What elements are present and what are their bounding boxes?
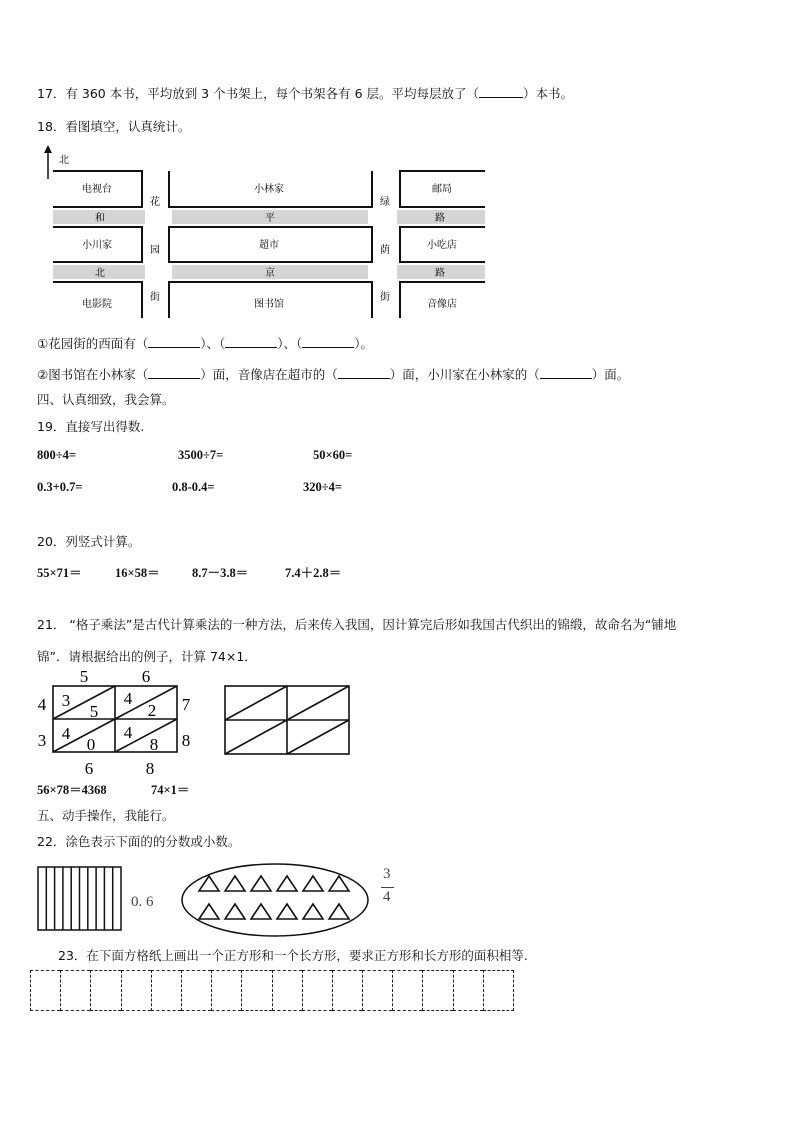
grid-cell[interactable] (121, 970, 151, 1011)
fraction-bar (381, 887, 394, 888)
map-music-store: 音像店 (427, 299, 457, 310)
lattice-example-equation: 56×78＝4368 (37, 783, 107, 797)
grid-cell[interactable] (362, 970, 392, 1011)
map-cinema: 电影院 (82, 299, 112, 310)
grid-cell[interactable] (332, 970, 362, 1011)
grid-cell[interactable] (30, 970, 60, 1011)
q19-item: 0.3+0.7= (37, 480, 83, 494)
question-20-title: 20．列竖式计算。 (37, 534, 141, 549)
map-xiaolin-home: 小林家 (254, 184, 284, 195)
grid-cell-digit: 4 (61, 724, 71, 743)
grid-cell[interactable] (422, 970, 452, 1011)
grid-cell[interactable] (483, 970, 514, 1011)
lattice-task-equation: 74×1＝ (151, 783, 190, 797)
grid-cell-digit: 3 (61, 691, 71, 710)
grid-cell[interactable] (453, 970, 483, 1011)
question-18-title: 18．看图填空，认真统计。 (37, 119, 191, 134)
grid-cell[interactable] (90, 970, 120, 1011)
answer-blank[interactable] (225, 336, 277, 348)
fraction-denominator: 4 (383, 889, 391, 905)
dashed-grid-paper[interactable] (30, 970, 514, 1011)
fraction-numerator: 3 (383, 866, 391, 882)
grid-right-digit: 7 (181, 695, 191, 714)
answer-blank[interactable] (148, 336, 200, 348)
grid-cell[interactable] (272, 970, 302, 1011)
question-19-title: 19．直接写出得数. (37, 419, 145, 434)
answer-blank[interactable] (148, 367, 200, 379)
triangles-ellipse[interactable] (179, 861, 371, 939)
road-beijing-2: 京 (265, 268, 275, 279)
road-beijing-3: 路 (435, 268, 445, 279)
grid-cell[interactable] (211, 970, 241, 1011)
answer-blank[interactable] (479, 86, 523, 98)
grid-top-digit: 6 (141, 667, 151, 686)
grid-left-digit: 3 (37, 731, 47, 750)
road-heping-2: 平 (265, 213, 275, 224)
grid-cell[interactable] (302, 970, 332, 1011)
grid-left-digit: 4 (37, 695, 47, 714)
lattice-empty-grid[interactable] (223, 684, 353, 756)
question-23-title: 23．在下面方格纸上画出一个正方形和一个长方形，要求正方形和长方形的面积相等. (58, 948, 528, 963)
map-supermarket: 超市 (259, 240, 279, 251)
street-huayuan-3: 街 (150, 292, 160, 303)
map-tv-station: 电视台 (82, 184, 112, 195)
map-xiaochuan-home: 小川家 (82, 240, 112, 251)
section-5-heading: 五、动手操作，我能行。 (37, 808, 175, 823)
grid-bottom-digit: 8 (145, 759, 155, 778)
town-map (35, 145, 490, 320)
grid-top-digit: 5 (79, 667, 89, 686)
grid-cell-digit: 5 (89, 702, 99, 721)
grid-cell-digit: 4 (123, 689, 133, 708)
q20-item: 8.7－3.8＝ (192, 566, 249, 580)
street-huayuan-1: 花 (150, 197, 160, 208)
grid-cell[interactable] (241, 970, 271, 1011)
street-lvyin-1: 绿 (380, 197, 390, 208)
grid-right-digit: 8 (181, 731, 191, 750)
street-lvyin-3: 街 (380, 292, 390, 303)
grid-cell[interactable] (60, 970, 90, 1011)
question-21-line1: 21． “格子乘法”是古代计算乘法的一种方法，后来传入我国，因计算完后形如我国古代织出的锦缎，故命名为“铺地 (37, 617, 677, 632)
grid-cell[interactable] (151, 970, 181, 1011)
question-18-part2: ②图书馆在小林家（ ）面，音像店在超市的（ ）面，小川家在小林家的（ ）面。 (37, 367, 630, 382)
road-heping-1: 和 (95, 213, 105, 224)
q19-item: 800÷4= (37, 448, 76, 462)
q19-item: 0.8-0.4= (172, 480, 215, 494)
striped-rectangle[interactable] (37, 866, 123, 932)
q20-item: 7.4＋2.8＝ (285, 566, 342, 580)
answer-blank[interactable] (338, 367, 390, 379)
grid-cell[interactable] (181, 970, 211, 1011)
street-lvyin-2: 荫 (380, 245, 390, 256)
lattice-example-grid (30, 666, 200, 778)
question-17-text: 17．有 360 本书，平均放到 3 个书架上，每个书架各有 6 层。平均每层放了（ (37, 86, 480, 101)
map-post-office: 邮局 (432, 184, 452, 195)
grid-cell[interactable] (392, 970, 422, 1011)
question-18-part1: ①花园街的西面有（ ）、（ ）、（ ）。 (37, 336, 374, 351)
q20-item: 16×58＝ (115, 566, 160, 580)
north-label: 北 (59, 155, 69, 166)
q19-item: 320÷4= (303, 480, 342, 494)
grid-bottom-digit: 6 (84, 759, 94, 778)
decimal-label: 0. 6 (131, 894, 154, 910)
grid-cell-digit: 8 (149, 735, 159, 754)
north-arrow-icon (44, 145, 52, 179)
question-17 (37, 84, 573, 102)
map-snack-shop: 小吃店 (427, 240, 457, 251)
street-huayuan-2: 园 (150, 245, 160, 256)
map-library: 图书馆 (254, 299, 284, 310)
road-beijing-1: 北 (95, 268, 105, 279)
answer-blank[interactable] (540, 367, 592, 379)
question-17-tail: ）本书。 (523, 86, 574, 101)
answer-blank[interactable] (302, 336, 354, 348)
grid-cell-digit: 0 (86, 735, 96, 754)
section-4-heading: 四、认真细致，我会算。 (37, 392, 175, 407)
q19-item: 50×60= (313, 448, 353, 462)
question-21-line2: 锦”．请根据给出的例子，计算 74×1． (37, 649, 257, 664)
q20-item: 55×71＝ (37, 566, 82, 580)
grid-cell-digit: 4 (123, 723, 133, 742)
question-22-title: 22．涂色表示下面的的分数或小数。 (37, 834, 241, 849)
triangle-icon (199, 876, 349, 919)
road-heping-3: 路 (435, 213, 445, 224)
grid-cell-digit: 2 (147, 701, 157, 720)
q19-item: 3500÷7= (178, 448, 224, 462)
